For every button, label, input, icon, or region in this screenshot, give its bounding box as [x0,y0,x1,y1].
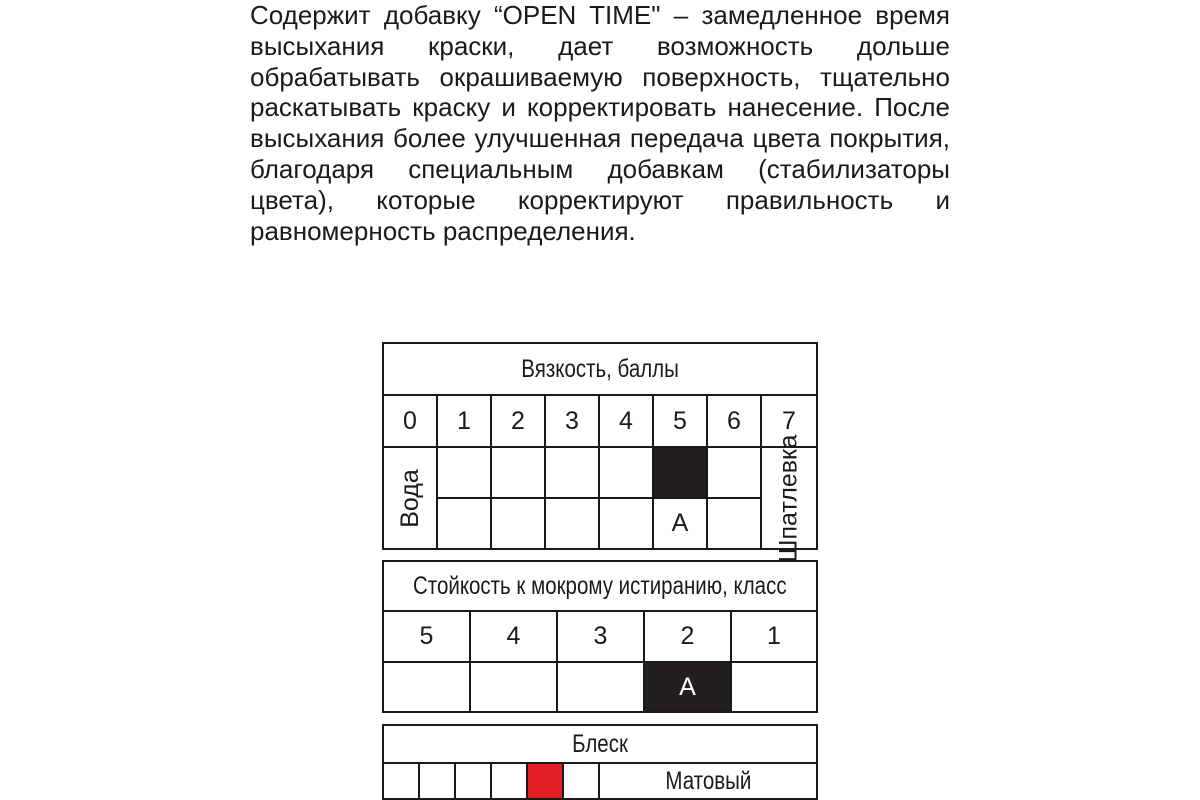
viscosity-score-4: 4 [598,394,654,448]
viscosity-cell [706,446,762,499]
wet-abrasion-cell [382,661,471,713]
description-text: Содержит добавку “OPEN TIME" – замедленное время высыхания краски, дает возможность дольше обрабатывать окрашиваемую поверхность, тщательно раскатывать краску и корректировать нанесение. После высыхания более улучшенная передача цвета покрытия, благодаря специальным добавкам (стабилизаторы цвета), которые корректируют правильность и равномерность распределения. [250,0,950,246]
viscosity-cell [544,446,600,499]
wet-abrasion-class-1: 1 [730,610,818,663]
gloss-selected-cell [526,762,564,800]
viscosity-cell [490,497,546,550]
viscosity-cell [436,497,492,550]
viscosity-title: Вязкость, баллы [382,342,818,396]
wet-abrasion-title: Стойкость к мокрому истиранию, класс [382,560,818,612]
viscosity-score-3: 3 [544,394,600,448]
wet-abrasion-cell [730,661,818,713]
gloss-cell [382,762,420,800]
viscosity-score-5: 5 [652,394,708,448]
viscosity-cell [544,497,600,550]
viscosity-right-label: Шпатлевка [760,446,818,550]
gloss-title: Блеск [382,724,818,764]
viscosity-marker: А [652,497,708,550]
wet-abrasion-class-5: 5 [382,610,471,663]
wet-abrasion-class-2: 2 [643,610,732,663]
viscosity-score-6: 6 [706,394,762,448]
viscosity-left-label: Вода [382,446,438,550]
viscosity-cell [598,497,654,550]
viscosity-cell [598,446,654,499]
gloss-cell [562,762,600,800]
viscosity-score-1: 1 [436,394,492,448]
viscosity-score-0: 0 [382,394,438,448]
viscosity-cell [490,446,546,499]
viscosity-cell [706,497,762,550]
viscosity-selected-cell [652,446,708,499]
wet-abrasion-cell [556,661,645,713]
wet-abrasion-marker: А [643,661,732,713]
gloss-cell [454,762,492,800]
gloss-cell [418,762,456,800]
gloss-cell [490,762,528,800]
wet-abrasion-class-3: 3 [556,610,645,663]
gloss-value-label: Матовый [598,762,818,800]
wet-abrasion-class-4: 4 [469,610,558,663]
wet-abrasion-cell [469,661,558,713]
viscosity-score-2: 2 [490,394,546,448]
viscosity-score-7: 7 [760,394,818,448]
viscosity-cell [436,446,492,499]
